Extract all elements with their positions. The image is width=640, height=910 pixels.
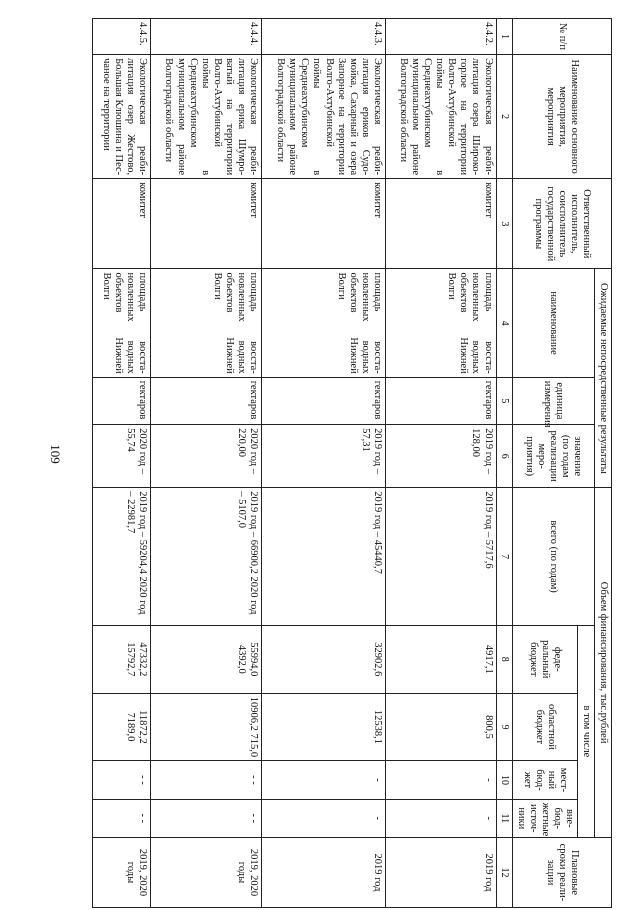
header-fin-including: в том числе [577,625,594,837]
row-responsible: комитет [93,179,151,269]
financing-table [92,18,612,908]
header-fin-extra: вне-бюд-жетные источ-ники [512,799,577,837]
row-result-unit: гектаров [385,377,496,424]
col-index: 3 [496,179,512,269]
row-responsible: комитет [385,179,496,269]
row-name: Экологическая реаби-литация озер Жестово, Большая Клюшина и Пес-чаное на территории [93,55,151,179]
column-index-row [496,19,512,908]
table-row [385,19,496,908]
row-name: Экологическая реаби-литация ерика Шумро-ватый на территории Волго-Ахтубинской поймы в Среднеахтубинском муниципальном районе Волгоградской области [151,55,262,179]
col-index: 12 [496,837,512,907]
row-result-name: площадь восста-новленных водных объектов Нижней Волги [261,269,385,377]
header-result-value: значение (по годам реализации меро-приятия) [512,425,594,488]
row-terms: 2019, 2020 годы [151,837,262,907]
row-result-value: 2020 год – 220,00 [151,425,262,488]
row-result-value: 2020 год – 55,74 [93,425,151,488]
row-terms: 2019 год [385,837,496,907]
header-financing-group: Объем финансирования, тыс.рублей [594,488,611,838]
header-num: № п/п [512,19,611,55]
row-num: 4.4.3. [261,19,385,55]
row-result-unit: гектаров [261,377,385,424]
row-responsible: комитет [261,179,385,269]
row-federal: 32902,6 [261,625,385,693]
header-results-group: Ожидаемые непосредственные результаты [594,269,611,488]
row-extra: - [385,799,496,837]
header-name: Наименование основного мероприятия, мероприятия [512,55,611,179]
col-index: 5 [496,377,512,424]
header-result-name: наименование [512,269,594,377]
table-row [93,19,151,908]
row-regional: 11872,2 7189,0 [93,693,151,761]
row-result-name: площадь восста-новленных водных объектов Нижней Волги [385,269,496,377]
row-result-value: 2019 год – 128,00 [385,425,496,488]
col-index: 6 [496,425,512,488]
rotated-table-wrapper [92,18,612,908]
row-extra: - - [151,799,262,837]
row-result-value: 2019 год – 57,31 [261,425,385,488]
row-name: Экологическая реаби-литация озера Широко-горлое на территории Волго-Ахтубинской поймы в Среднеахтубинском муниципальном районе Волгоградской области [385,55,496,179]
row-federal: 4917,1 [385,625,496,693]
col-index: 7 [496,488,512,626]
col-index: 8 [496,625,512,693]
row-result-name: площадь восста-новленных водных объектов Нижней Волги [93,269,151,377]
row-regional: 800,5 [385,693,496,761]
row-result-unit: гектаров [151,377,262,424]
header-plan-terms: Плановые сроки реали-зации [512,837,611,907]
row-extra: - - [93,799,151,837]
col-index: 4 [496,269,512,377]
row-name: Экологическая реаби-литация ериков Судо-мойка, Сахарный и озера Запорное на территории Волго-Ахтубинской поймы в Среднеахтубинском муниципальном районе Волгоградской области [261,55,385,179]
row-total: 2019 год – 66900,2 2020 год – 5107,0 [151,488,262,626]
row-local: - - [93,761,151,799]
row-num: 4.4.5. [93,19,151,55]
row-local: - - [151,761,262,799]
row-federal: 55994,0 4392,0 [151,625,262,693]
row-result-unit: гектаров [93,377,151,424]
col-index: 2 [496,55,512,179]
row-regional: 10906,2 715,0 [151,693,262,761]
table-row [151,19,262,908]
header-fin-regional: областной бюджет [512,693,577,761]
header-fin-total: всего (по годам) [512,488,594,626]
header-result-unit: единица измерения [512,377,594,424]
col-index: 9 [496,693,512,761]
row-local: - [261,761,385,799]
row-federal: 47332,2 15792,7 [93,625,151,693]
row-terms: 2019, 2020 годы [93,837,151,907]
header-fin-local: мест-ный бюд-жет [512,761,577,799]
row-total: 2019 год – 59204,4 2020 год – 22981,7 [93,488,151,626]
row-regional: 12538,1 [261,693,385,761]
col-index: 11 [496,799,512,837]
row-local: - [385,761,496,799]
row-extra: - [261,799,385,837]
row-num: 4.4.2. [385,19,496,55]
col-index: 1 [496,19,512,55]
table-row [261,19,385,908]
row-total: 2019 год – 45440,7 [261,488,385,626]
row-result-name: площадь восста-новленных водных объектов Нижней Волги [151,269,262,377]
header-responsible: Ответственный исполнитель, соисполнитель государственной программы [512,179,611,269]
row-responsible: комитет [151,179,262,269]
row-total: 2019 год – 5717,6 [385,488,496,626]
row-terms: 2019 год [261,837,385,907]
page-number: 109 [48,444,63,464]
col-index: 10 [496,761,512,799]
row-num: 4.4.4. [151,19,262,55]
header-fin-federal: феде-ральный бюджет [512,625,577,693]
